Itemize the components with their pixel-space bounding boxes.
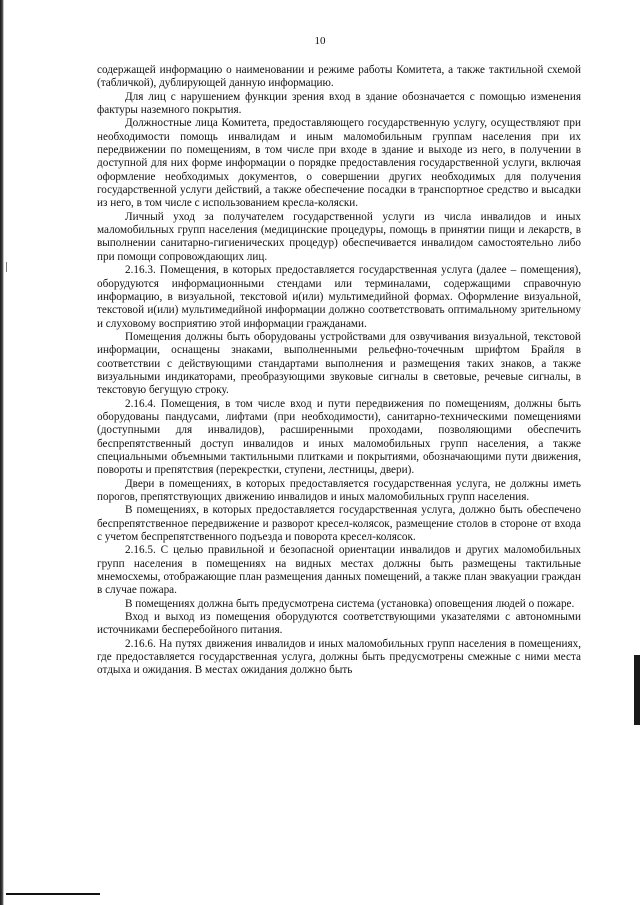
paragraph-entrance-texture: Для лиц с нарушением функции зрения вход в здание обозначается с помощью изменения фактуры наземного покрытия.: [97, 90, 581, 117]
paragraph-continuation: содержащей информацию о наименовании и режиме работы Комитета, а также тактильной схемой (табличкой), дублирующей данную информацию.: [97, 64, 581, 90]
paragraph-personal-care: Личный уход за получателем государственной услуги из числа инвалидов и иных маломобильных групп населения (медицинские процедуры, помощь в принятии пищи и лекарств, в выполнении санитарно-гигиенических процедур) обеспечивается инвалидом самостоятельно либо при помощи сопровождающих лиц.: [97, 210, 581, 263]
paragraph-2-16-5: 2.16.5. С целью правильной и безопасной ориентации инвалидов и других маломобильных групп населения в помещениях на видных местах должны быть размещены тактильные мнемосхемы, отображающие план размещения данных помещений, а также план эвакуации граждан в случае пожара.: [97, 544, 581, 597]
scan-left-edge: [0, 0, 4, 905]
document-body: [97, 64, 581, 678]
paragraph-wheelchair-movement: В помещениях, в которых предоставляется государственная услуга, должно быть обеспечено беспрепятственное передвижение и разворот кресел-колясок, размещение столов в стороне от входа с учетом беспрепятственного подъезда и поворота кресел-колясок.: [97, 504, 581, 544]
paragraph-exit-signs: Вход и выход из помещения оборудуются соответствующими указателями с автономными источниками бесперебойного питания.: [97, 611, 581, 637]
paragraph-officials-assistance: Должностные лица Комитета, предоставляющего государственную услугу, осуществляют при необходимости помощь инвалидам и иным маломобильным группам населения при их передвижении по помещениям, в том числе при входе в здание и выходе из него, в получении в доступной для них форме информации о порядке предоставления государственной услуги, включая оформление необходимых документов, о совершении других необходимых для получения государственной услуги действий, а также обеспечение посадки в транспортное средство и высадки из него, в том числе с использованием кресла-коляски.: [97, 117, 581, 210]
paragraph-doors: Двери в помещениях, в которых предоставляется государственная услуга, не должны иметь порогов, препятствующих движению инвалидов и иных маломобильных групп населения.: [97, 477, 581, 503]
footer-rule: [6, 893, 100, 895]
scan-artifact-mark: [6, 262, 7, 272]
paragraph-fire-alarm: В помещениях должна быть предусмотрена система (установка) оповещения людей о пожаре.: [125, 597, 575, 610]
paragraph-2-16-4: 2.16.4. Помещения, в том числе вход и пути передвижения по помещениям, должны быть оборудованы пандусами, лифтами (при необходимости), санитарно-техническими помещениями (доступными для инвалидов), расширенными проходами, позволяющими обеспечить беспрепятственный доступ инвалидов и иных маломобильных групп населения, а также специальными объемными тактильными плитками и покрытиями, обозначающими пути движения, повороты и препятствия (перекрестки, ступени, лестницы, двери).: [97, 397, 581, 477]
scan-right-edge-mark: [634, 655, 640, 725]
paragraph-2-16-3: 2.16.3. Помещения, в которых предоставляется государственная услуга (далее – помещения), оборудуются информационными стендами или терминалами, содержащими справочную информацию, в визуальной, текстовой и(или) мультимедийной формах. Оформление визуальной, текстовой и(или) мультимедийной информации должно соответствовать оптимальному зрительному и слуховому восприятию этой информации гражданами.: [97, 264, 581, 330]
page-number: 10: [314, 35, 326, 47]
paragraph-audio-braille: Помещения должны быть оборудованы устройствами для озвучивания визуальной, текстовой информации, оснащены знаками, выполненными рельефно-точечным шрифтом Брайля в соответствии с действующими стандартами выполнения и размещения таких знаков, а также визуальными индикаторами, преобразующими звуковые сигналы в световые, речевые сигналы, в текстовую бегущую строку.: [97, 330, 581, 397]
paragraph-2-16-6: 2.16.6. На путях движения инвалидов и иных маломобильных групп населения в помещениях, где предоставляется государственная услуга, должны быть предусмотрены смежные с ними места отдыха и ожидания. В местах ожидания должно быть: [97, 637, 581, 677]
